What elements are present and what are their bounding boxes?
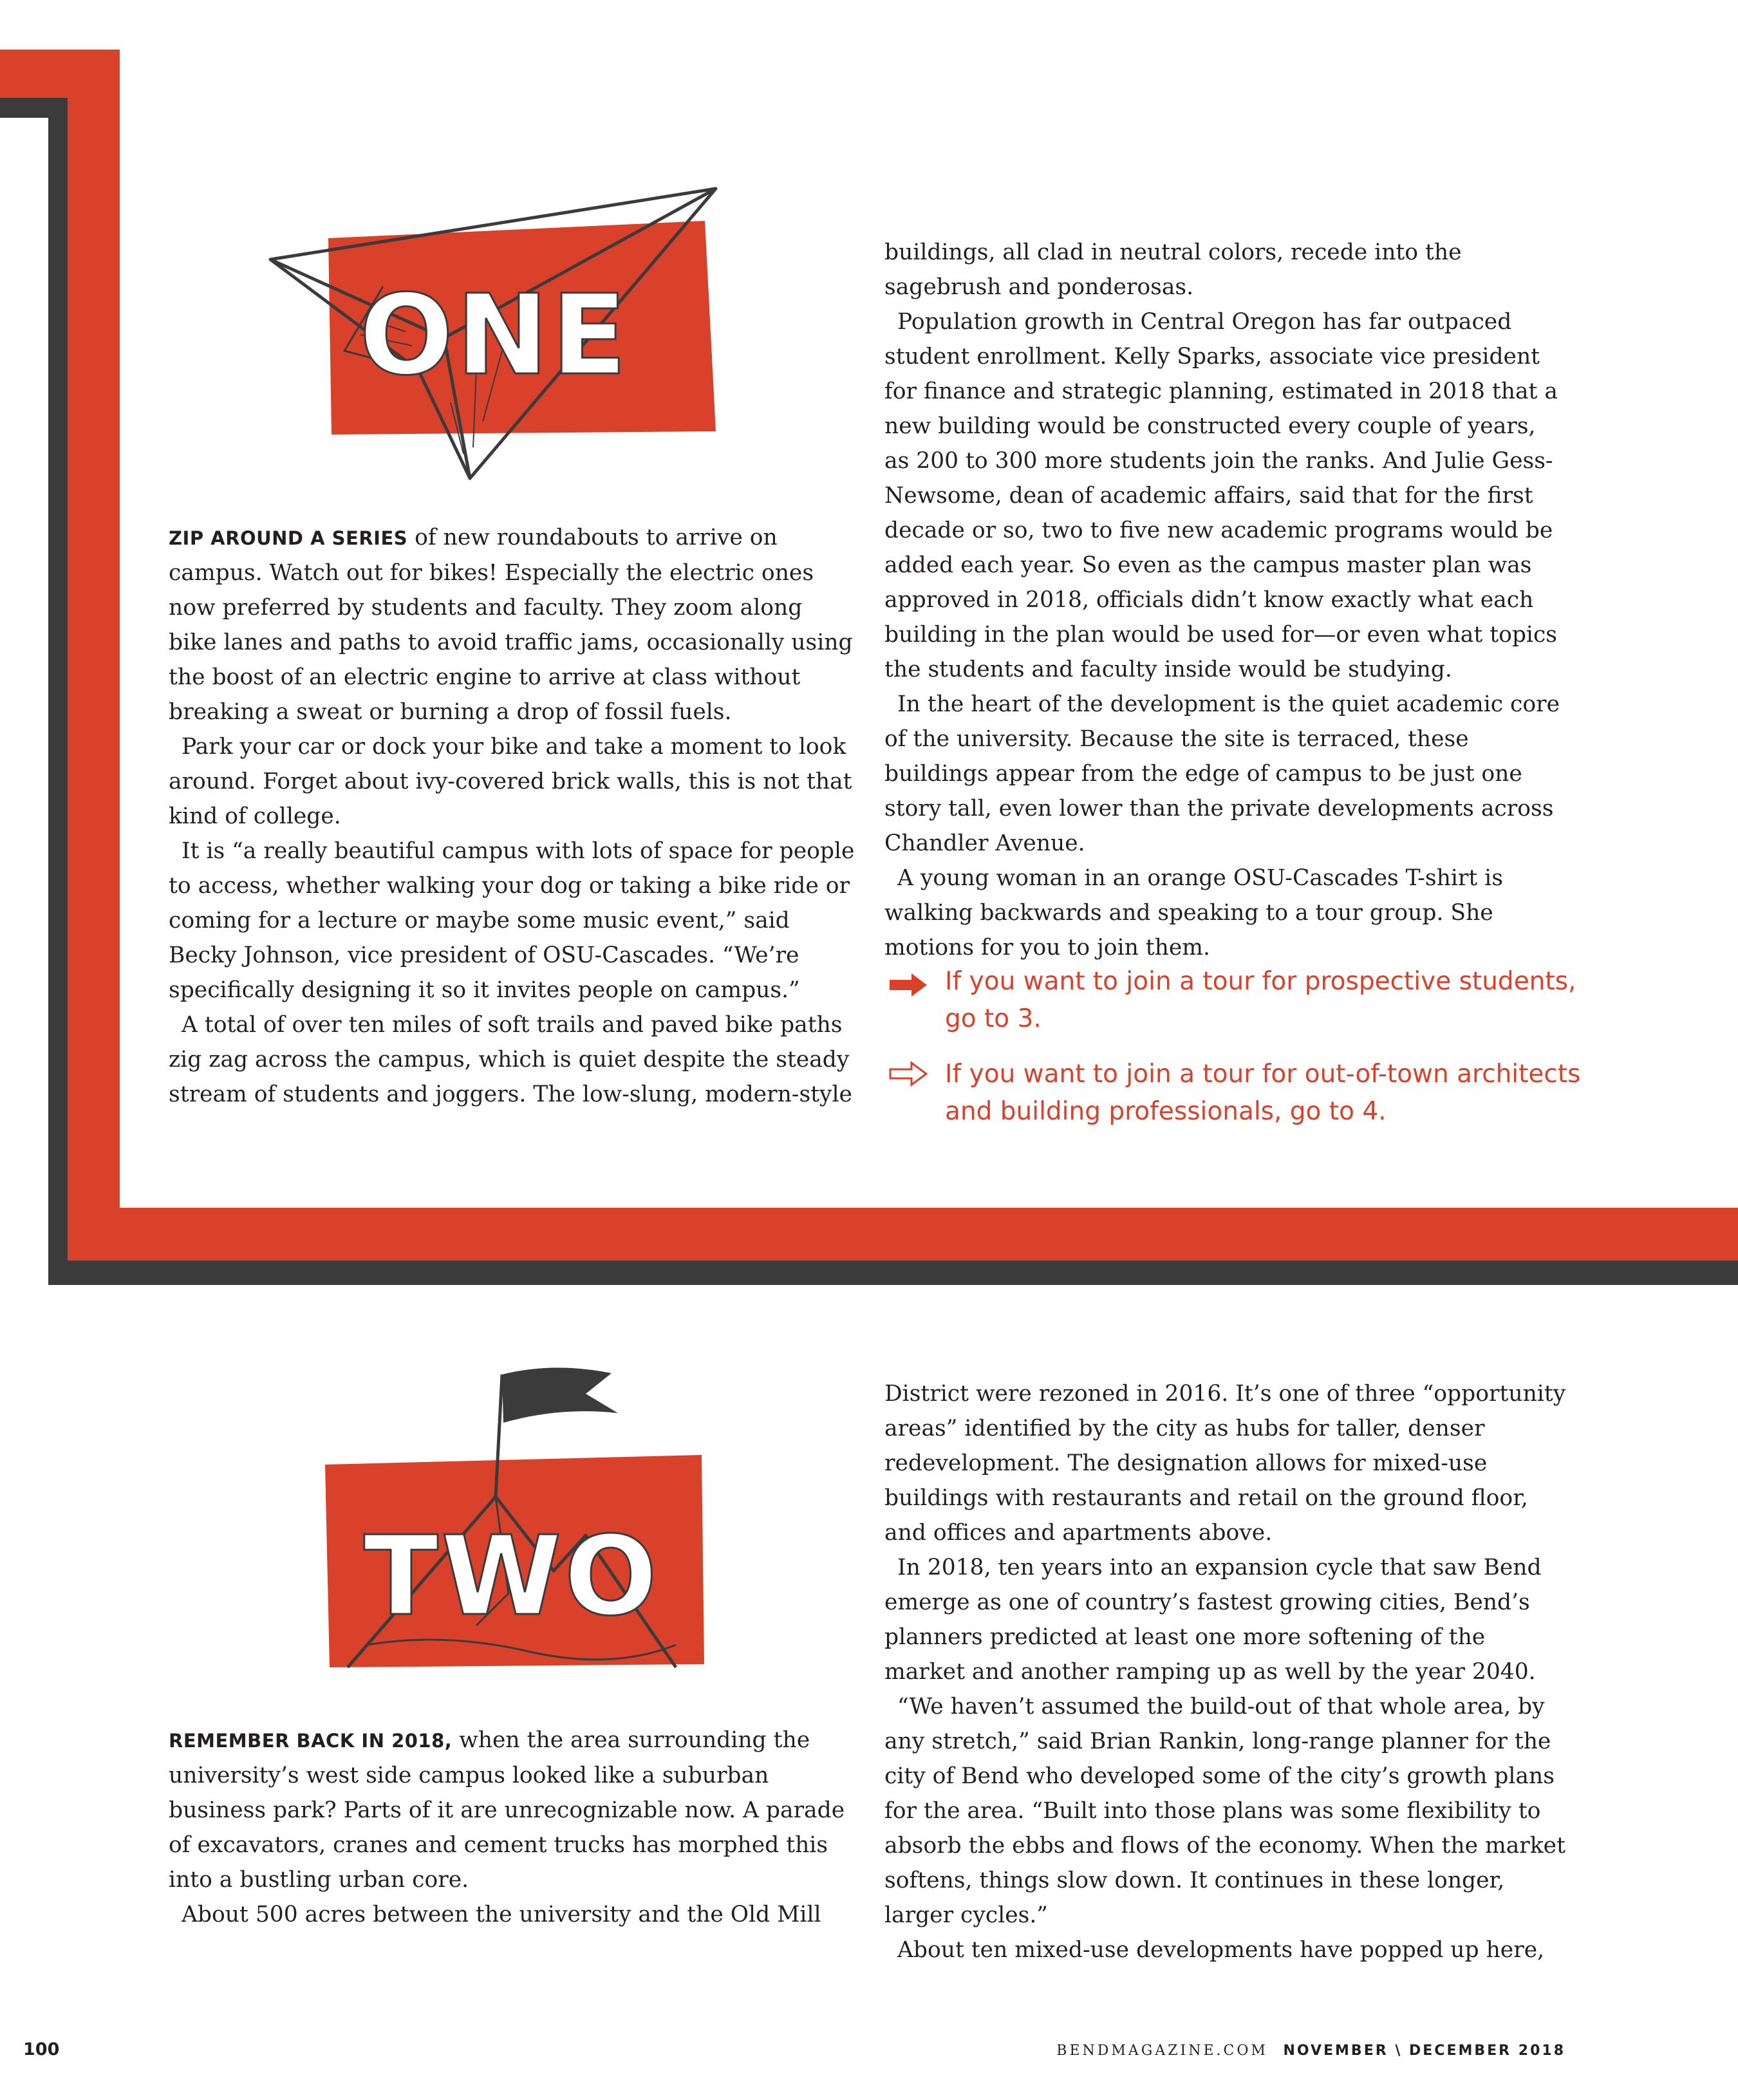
paragraph: of new roundabouts to arrive on campus. Watch out for bikes! Especially the electric ones now preferred by students and faculty. They zoom along bike lanes and paths to avoid traffic jams, occasionally using the boost of an electric engine to arrive at class without breaking a sweat or burning a drop of fossil fuels. <box>169 525 853 725</box>
badge-two-text: TWO <box>364 1513 660 1640</box>
footer-site[interactable]: BENDMAGAZINE.COM <box>1056 2043 1268 2059</box>
section-one-lead: ZIP AROUND A SERIES <box>169 527 408 549</box>
footer-issue: NOVEMBER \ DECEMBER 2018 <box>1283 2043 1565 2059</box>
paragraph: About ten mixed-use developments have popped up here, <box>897 1937 1545 1963</box>
paragraph: About 500 acres between the university and the Old Mill <box>182 1902 821 1927</box>
paragraph: District were rezoned in 2016. It’s one of three “opportunity areas” identified by the city as hubs for taller, denser redevelopment. The designation allows for mixed-use buildings with restaurants and retail on the ground floor, and offices and apartments above. <box>884 1381 1566 1546</box>
choice-join-student-tour[interactable]: If you want to join a tour for prospective students, go to 3. <box>945 967 1576 1033</box>
section-one-left-column <box>169 520 855 1112</box>
paragraph: buildings, all clad in neutral colors, recede into the sagebrush and ponderosas. <box>884 239 1462 300</box>
section-two-lead: REMEMBER BACK IN 2018, <box>169 1730 453 1752</box>
paragraph: In 2018, ten years into an expansion cycle that saw Bend emerge as one of country’s fastest growing cities, Bend’s planners predicted at least one more softening of the market and another ramping up as well by the year 2040. <box>884 1555 1542 1685</box>
footer-line <box>1056 2042 1565 2059</box>
paragraph: A young woman in an orange OSU-Cascades T-shirt is walking backwards and speaking to a tour group. She motions for you to join them. <box>884 865 1503 961</box>
outline-arrow-icon <box>888 1061 928 1087</box>
paragraph: Park your car or dock your bike and take a moment to look around. Forget about ivy-covered brick walls, this is not that kind of college. <box>169 734 852 829</box>
choice-join-architect-tour[interactable]: If you want to join a tour for out-of-town architects and building professionals, go to 4. <box>945 1060 1581 1126</box>
filled-arrow-icon <box>888 972 928 998</box>
paragraph: “We haven’t assumed the build-out of that whole area, by any stretch,” said Brian Rankin, long-range planner for the city of Bend who developed some of the city’s growth plans for the area. “Built into those plans was some flexibility to absorb the ebbs and flows of the economy. When the market softens, things slow down. It continues in these longer, larger cycles.” <box>884 1694 1565 1928</box>
section-two-right-column <box>884 1376 1567 1967</box>
paragraph: In the heart of the development is the quiet academic core of the university. Because the site is terraced, these buildings appear from the edge of campus to be just one story tall, even lower than the private developments across Chandler Avenue. <box>884 691 1560 856</box>
section-two-left-column <box>169 1723 855 1932</box>
paragraph: It is “a really beautiful campus with lots of space for people to access, whether walking your dog or taking a bike ride or coming for a lecture or maybe some music event,” said Becky Johnson, vice president of OSU-Cascades. “We’re specifically designing it so it invites people on campus.” <box>169 838 855 1003</box>
badge-one <box>257 177 734 492</box>
badge-two <box>315 1362 715 1683</box>
paragraph: Population growth in Central Oregon has far outpaced student enrollment. Kelly Sparks, associate vice president for finance and strategic planning, estimated in 2018 that a new building would be constructed every couple of years, as 200 to 300 more students join the ranks. And Julie Gess-Newsome, dean of academic affairs, said that for the first decade or so, two to five new academic programs would be added each year. So even as the campus master plan was approved in 2018, officials didn’t know exactly what each building in the plan would be used for—or even what topics the students and faculty inside would be studying. <box>884 309 1558 682</box>
paragraph: A total of over ten miles of soft trails and paved bike paths zig zag across the campus, which is quiet despite the steady stream of students and joggers. The low-slung, modern-style <box>169 1012 852 1107</box>
flag-shape <box>502 1367 618 1423</box>
section-one-right-column <box>884 235 1567 965</box>
page-number: 100 <box>23 2039 60 2059</box>
paragraph: when the area surrounding the university’s west side campus looked like a suburban business park? Parts of it are unrecognizable now. A parade of excavators, cranes and cement trucks has morphed this into a bustling urban core. <box>169 1727 845 1893</box>
badge-one-text: ONE <box>359 270 630 400</box>
